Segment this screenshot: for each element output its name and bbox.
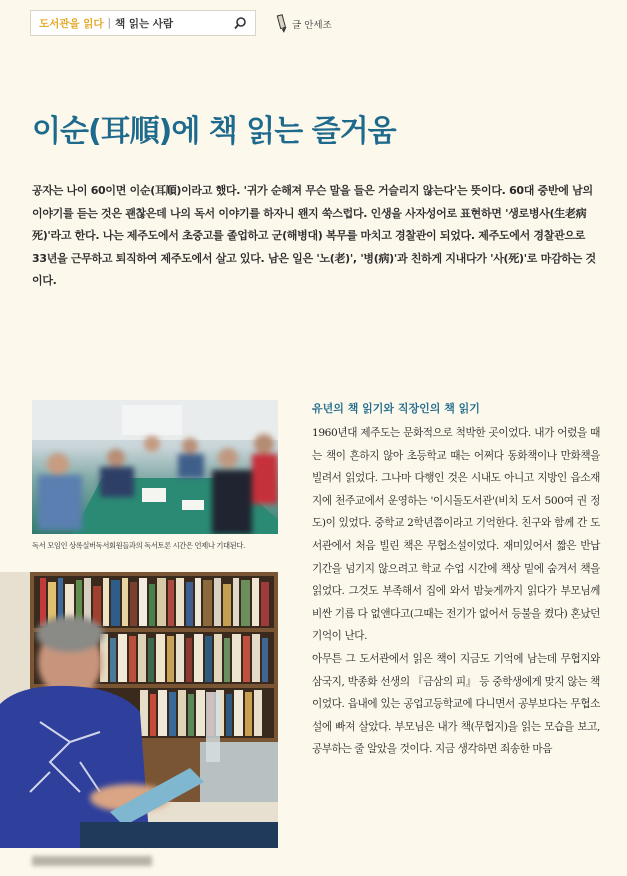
section-label[interactable]: 도서관을 읽다: [39, 17, 104, 30]
photo1-caption: 독서 모임인 상록실버독서회원들과의 독서토론 시간은 언제나 기대된다.: [32, 541, 245, 550]
article-headline: 이순(耳順)에 책 읽는 즐거움: [32, 114, 396, 149]
separator: |: [107, 17, 112, 29]
body-paragraph: 아무튼 그 도서관에서 읽은 책이 지금도 기억에 남는데 무협지와 삼국지, 박종화 선생의 『금삼의 피』 등 중학생에게 맞지 않는 책이었다. 읍내에 있는 공업고등학교에 다니면서 공부보다는 무협소설에 빠져 살았다. 부모님은 내가 책(무협지)을 읽는 모습을 보고, 공부하는 줄 알았을 것이다. 지금 생각하면 죄송한 마음: [312, 652, 600, 756]
section-subheading: 유년의 책 읽기와 직장인의 책 읽기: [312, 402, 480, 415]
author-byline: [276, 14, 332, 34]
column-title: 책 읽는 사람: [115, 17, 174, 30]
photo2-caption-redacted: [32, 856, 152, 866]
author-name: 글 안세조: [292, 20, 332, 31]
pencil-icon: [276, 14, 288, 34]
reader-photo: [0, 572, 278, 848]
search-icon[interactable]: [233, 16, 247, 30]
article-body: [312, 422, 600, 761]
breadcrumb-search-bar[interactable]: [30, 10, 256, 36]
body-paragraph: 1960년대 제주도는 문화적으로 척박한 곳이었다. 내가 어렸을 때는 책이 흔하지 않아 초등학교 때는 어쩌다 동화책이나 만화책을 빌려서 읽었다. 그나마 다행인 것은 시내도 아니고 지방인 읍소재지에 천주교에서 운영하는 '이시돌도서관'(비치 도서 500여 권 정도)이 있었다. 중학교 2학년쯤이라고 기억한다. 친구와 함께 간 도서관에서 처음 빌린 책은 무협소설이었다. 재미있어서 짧은 반납 기간을 넘기지 않으려고 학교 수업 시간에 책상 밑에 숨겨서 책을 읽었다. 그것도 부족해서 집에 와서 밤늦게까지 읽다가 부모님께 비싼 기름 다 없앤다고(그때는 전기가 없어서 등불을 켰다) 혼났던 기억이 난다.: [312, 427, 600, 643]
book-club-photo: [32, 400, 278, 534]
intro-paragraph: 공자는 나이 60이면 이순(耳順)이라고 했다. '귀가 순해져 무슨 말을 들은 거슬리지 않는다'는 뜻이다. 60대 중반에 남의 이야기를 듣는 것은 괜찮은데 나의 독서 이야기를 하자니 왠지 쑥스럽다. 인생을 사자성어로 표현하면 '생로병사(生老病死)'라고 한다. 나는 제주도에서 초중고를 졸업하고 군(해병대) 복무를 마치고 경찰관이 되었다. 제주도에서 경찰관으로 33년을 근무하고 퇴직하여 제주도에서 살고 있다. 남은 일은 '노(老)', '병(病)'과 친하게 지내다가 '사(死)'로 마감하는 것이다.: [32, 184, 596, 288]
